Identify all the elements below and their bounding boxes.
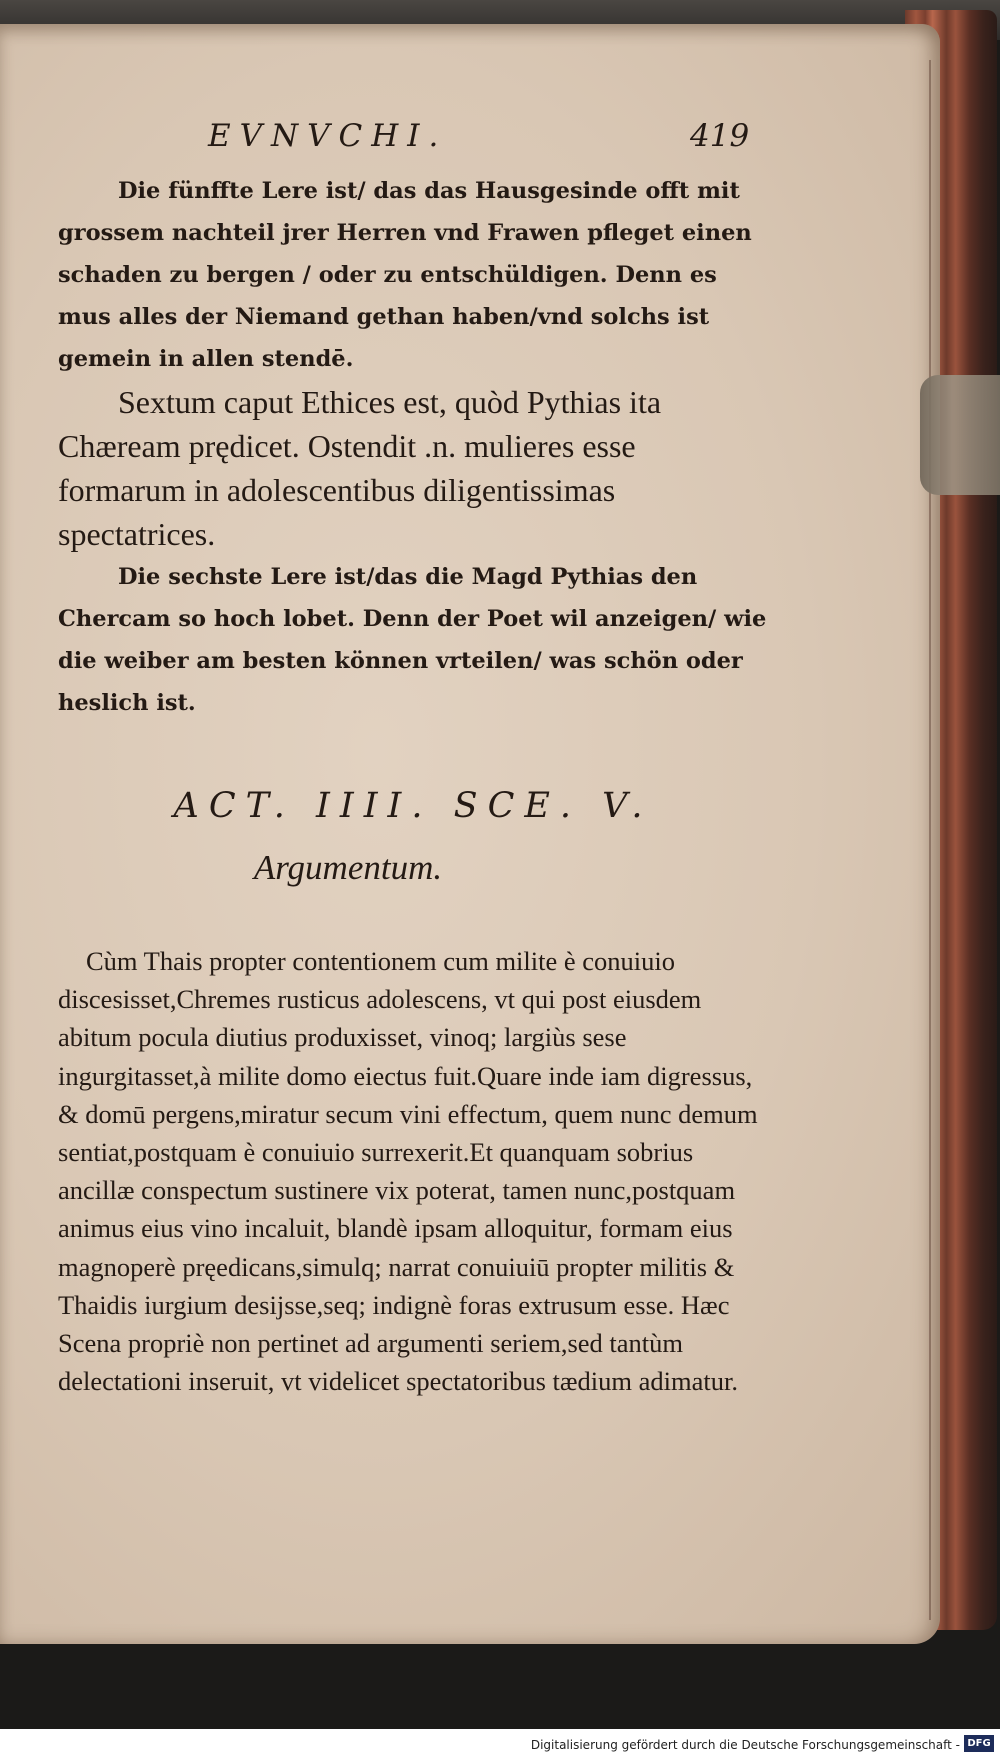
argument-text: Cùm Thais propter contentionem cum milite è conuiuio discesisset,Chremes rusticus adolescens, vt qui post eiusdem abitum pocula diutius produxisset, vinoq; largiùs sese ingurgitasset,à milite domo eiectus fuit.Quare inde iam digressus, & domū pergens,miratur secum vini effectum, quem nunc demum sentiat,postquam è conuiuio surrexerit.Et quanquam sobrius ancillæ conspectum sustinere vix poterat, tamen nunc,postquam animus eius vino incaluit, blandè ipsam alloquitur, formam eius magnoperè pręedicans,simulq; narrat conuiuiū propter militis & Thaidis iurgium desijsse,seq; indignè foras extrusum esse. Hæc Scena propriè non pertinet ad argumenti seriem,sed tantùm delectationi inseruit, vt videlicet spectatoribus tædium adimatur.	[58, 946, 758, 1397]
latin-paragraph-sixth-chapter: Sextum caput Ethices est, quòd Pythias ita Chæream prędicet. Ostendit .n. mulieres esse formarum in adolescentibus diligentissimas spectatrices.	[58, 384, 662, 552]
page-number: 419	[690, 118, 750, 154]
digitization-credit: Digitalisierung gefördert durch die Deutsche Forschungsgemeinschaft -	[530, 1738, 960, 1752]
dfg-logo: DFG	[964, 1735, 994, 1752]
german-paragraph-sixth-lesson: Die sechste Lere ist/das die Magd Pythias den Chercam so hoch lobet. Denn der Poet wil anzeigen/ wie die weiber am besten können vrteilen/ was schön oder heslich ist.	[58, 564, 767, 716]
page-header	[58, 118, 768, 170]
footer-bar	[0, 1729, 1000, 1759]
german-paragraph-fifth-lesson: Die fünffte Lere ist/ das das Hausgesinde offt mit grossem nachteil jrer Herren vnd Frawen pfleget einen schaden zu bergen / oder zu entschüldigen. Denn es mus alles der Niemand gethan haben/vnd solchs ist gemein in allen stendē.	[58, 178, 752, 372]
argument-heading: Argumentum.	[253, 848, 443, 887]
page-content	[58, 118, 768, 1400]
bookmark-tab	[920, 375, 1000, 495]
act-scene-heading: ACT. IIII. SCE. V.	[173, 786, 653, 826]
page-edge-line	[929, 60, 931, 1620]
running-title: EVNVCHI.	[208, 118, 448, 154]
